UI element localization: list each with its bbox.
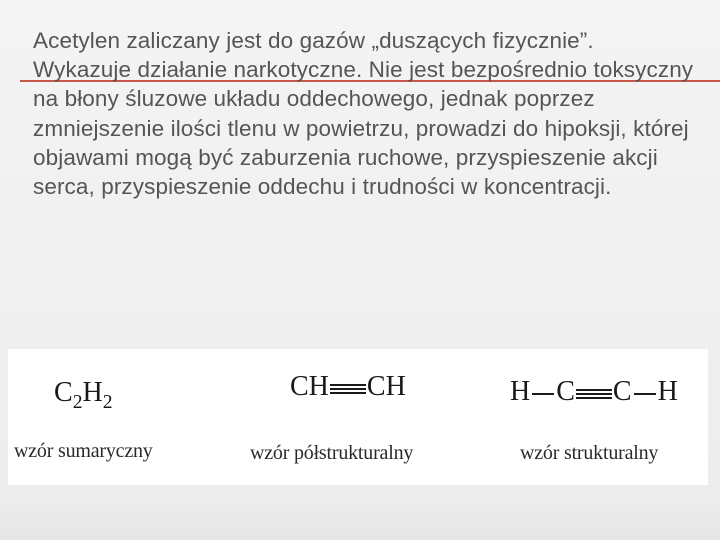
molecular-carbon: C xyxy=(54,377,73,408)
triple-bond-icon xyxy=(330,383,366,395)
semi-structural-formula xyxy=(290,371,406,403)
molecular-hydrogen: H xyxy=(82,377,103,408)
structural-h2: H xyxy=(657,376,678,407)
slide-footer-band xyxy=(0,500,720,540)
structural-h1: H xyxy=(510,376,531,407)
molecular-caption: wzór sumaryczny xyxy=(14,440,153,462)
structural-caption: wzór strukturalny xyxy=(520,442,659,464)
molecular-formula xyxy=(54,377,113,413)
semi-right-group: CH xyxy=(366,371,406,402)
single-bond-icon xyxy=(532,393,554,395)
structural-c1: C xyxy=(556,376,575,407)
triple-bond-icon xyxy=(576,388,612,400)
molecular-hydrogen-count: 2 xyxy=(102,391,113,413)
slide-body-text: Acetylen zaliczany jest do gazów „duszących fizycznie”. Wykazuje działanie narkotyczne. Nie jest bezpośrednio toksyczny na błony śluzowe układu oddechowego, jednak poprzez zmniejszenie ilości tlenu w powietrzu, prowadzi do hipoksji, której objawami mogą być zaburzenia ruchowe, przyspieszenie akcji serca, przyspieszenie oddechu i trudności w koncentracji. xyxy=(33,28,694,200)
molecular-carbon-count: 2 xyxy=(72,391,83,413)
formula-image xyxy=(8,349,708,485)
semi-left-group: CH xyxy=(290,371,329,402)
single-bond-icon xyxy=(634,393,656,395)
structural-formula xyxy=(510,376,678,408)
semi-structural-caption: wzór półstrukturalny xyxy=(250,442,414,464)
structural-c2: C xyxy=(612,376,632,407)
